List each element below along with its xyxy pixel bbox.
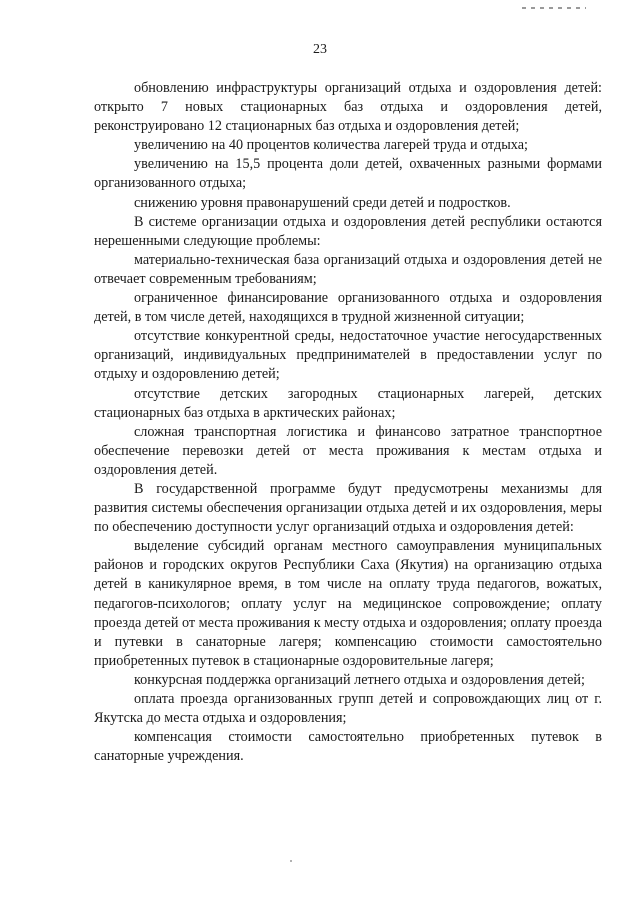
paragraph: оплата проезда организованных групп детей и сопровождающих лиц от г. Якутска до места отдыха и оздоровления; <box>94 691 602 727</box>
paragraph: В государственной программе будут предусмотрены механизмы для развития системы обеспечения организации отдыха детей и их оздоровления, меры по обеспечению доступности услуг организаций отдыха и оздоровления детей: <box>94 480 602 536</box>
paragraph: конкурсная поддержка организаций летнего отдыха и оздоровления детей; <box>134 671 585 688</box>
scan-artifact <box>522 7 586 9</box>
paragraph: компенсация стоимости самостоятельно приобретенных путевок в санаторные учреждения. <box>94 729 602 765</box>
page-number: 23 <box>313 42 327 57</box>
paragraph: отсутствие детских загородных стационарных лагерей, детских стационарных баз отдыха в арктических районах; <box>94 385 602 421</box>
paragraph: ограниченное финансирование организованного отдыха и оздоровления детей, в том числе детей, находящихся в трудной жизненной ситуации; <box>94 290 602 326</box>
paragraph: увеличению на 15,5 процента доли детей, охваченных разными формами организованного отдыха; <box>94 156 602 192</box>
scan-artifact <box>290 860 292 862</box>
body-text <box>94 79 602 766</box>
paragraph: обновлению инфраструктуры организаций отдыха и оздоровления детей: открыто 7 новых стационарных баз отдыха и оздоровления детей, реконструировано 12 стационарных баз отдыха и оздоровления детей; <box>94 80 602 135</box>
paragraph: снижению уровня правонарушений среди детей и подростков. <box>134 194 511 211</box>
paragraph: материально-техническая база организаций отдыха и оздоровления детей не отвечает современным требованиям; <box>94 251 602 287</box>
paragraph: В системе организации отдыха и оздоровления детей республики остаются нерешенными следующие проблемы: <box>94 213 602 249</box>
paragraph: увеличению на 40 процентов количества лагерей труда и отдыха; <box>134 137 528 154</box>
paragraph: отсутствие конкурентной среды, недостаточное участие негосударственных организаций, индивидуальных предпринимателей в предоставлении услуг по отдыху и оздоровлению детей; <box>94 328 602 383</box>
paragraph: выделение субсидий органам местного самоуправления муниципальных районов и городских округов Республики Саха (Якутия) на организацию отдыха детей в каникулярное время, в том числе на оплату труда педагогов, вожатых, педагогов-психологов; оплату услуг на медицинское сопровождение; оплату проезда детей от места проживания к месту отдыха и оздоровления; оплату проезда и путевки в санаторные лагеря; компенсацию стоимости самостоятельно приобретенных путевок в стационарные оздоровительные лагеря; <box>94 538 602 669</box>
paragraph: сложная транспортная логистика и финансово затратное транспортное обеспечение перевозки детей от места проживания к местам отдыха и оздоровления детей. <box>94 423 602 478</box>
